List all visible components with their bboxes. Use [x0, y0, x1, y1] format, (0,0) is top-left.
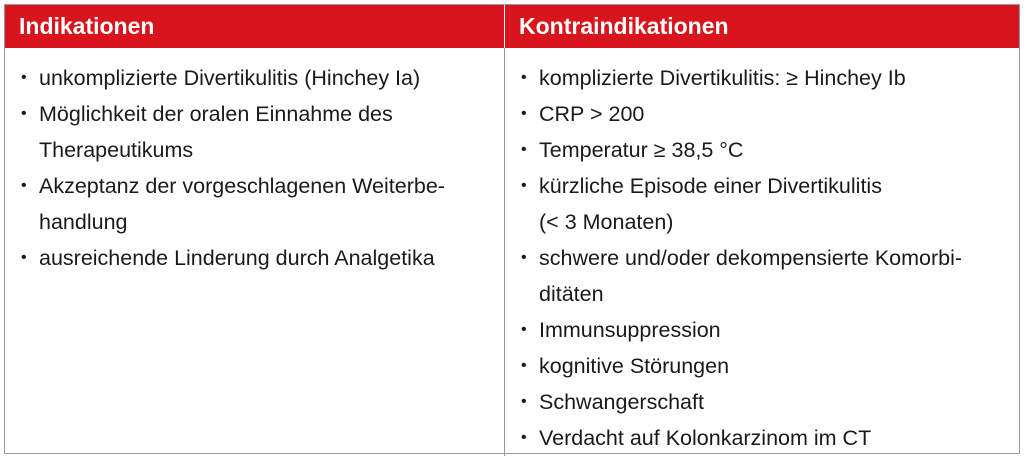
list-item: • ausreichende Linderung durch Analgetika [19, 240, 494, 276]
list-item: • unkomplizierte Divertikulitis (Hinchey Ia) [19, 60, 494, 96]
list-item: • Akzeptanz der vorgeschlagenen Weiterbe- handlung [19, 168, 494, 240]
list-item: • Schwangerschaft [519, 384, 1009, 420]
list-item: • Möglichkeit der oralen Einnahme des Therapeutikums [19, 96, 494, 168]
header-indications: Indikationen [5, 5, 505, 48]
contraindications-cell [505, 48, 1019, 456]
list-item: • Immunsuppression [519, 312, 1009, 348]
list-item: • schwere und/oder dekompensierte Komorbi- ditäten [519, 240, 1009, 312]
list-item: • Verdacht auf Kolonkarzinom im CT [519, 420, 1009, 456]
list-item: • komplizierte Divertikulitis: ≥ Hinchey Ib [519, 60, 1009, 96]
list-item: • CRP > 200 [519, 96, 1009, 132]
list-item: • kürzliche Episode einer Divertikulitis (< 3 Monaten) [519, 168, 1009, 240]
contraindications-list [519, 60, 1009, 456]
indications-list [19, 60, 494, 276]
indication-table [4, 4, 1020, 454]
indications-cell [5, 48, 505, 456]
list-item: • kognitive Störungen [519, 348, 1009, 384]
list-item: • Temperatur ≥ 38,5 °C [519, 132, 1009, 168]
header-contraindications: Kontraindikationen [505, 5, 1019, 48]
